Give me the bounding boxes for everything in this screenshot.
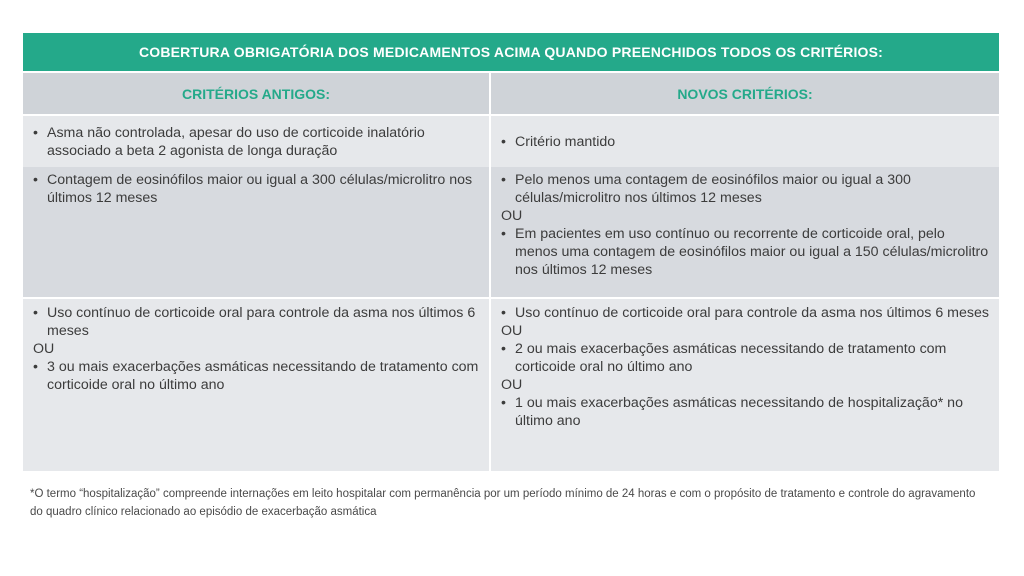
criterion-text: Critério mantido [515, 133, 616, 150]
bullet-icon: • [33, 359, 38, 375]
or-separator: OU [501, 208, 523, 224]
criterion-text: Contagem de eosinófilos maior ou igual a 300 células/microlitro nos últimos 12 meses [47, 172, 473, 206]
criterion-text: Uso contínuo de corticoide oral para controle da asma nos últimos 6 meses [515, 305, 989, 321]
list-item [33, 171, 479, 207]
or-separator: OU [501, 323, 523, 339]
table-banner: COBERTURA OBRIGATÓRIA DOS MEDICAMENTOS ACIMA QUANDO PREENCHIDOS TODOS OS CRITÉRIOS: [23, 33, 999, 71]
list-item [501, 304, 989, 322]
criterion-text: Pelo menos uma contagem de eosinófilos maior ou igual a 300 células/microlitro nos últimos 12 meses [515, 172, 911, 206]
list-item [501, 394, 989, 430]
criterion-text: Asma não controlada, apesar do uso de corticoide inalatório associado a beta 2 agonista de longa duração [47, 125, 425, 159]
new-criteria-cell [491, 167, 999, 297]
criteria-table [23, 33, 999, 471]
table-row [23, 297, 999, 471]
bullet-icon: • [501, 305, 506, 321]
header-new-criteria: NOVOS CRITÉRIOS: [491, 73, 999, 114]
list-item [33, 124, 479, 160]
or-separator: OU [501, 377, 523, 393]
criterion-text: Em pacientes em uso contínuo ou recorrente de corticoide oral, pelo menos uma contagem de eosinófilos maior ou igual a 150 células/microlitro nos últimos 12 meses [515, 226, 989, 278]
list-item [501, 225, 989, 279]
bullet-icon: • [501, 341, 506, 357]
new-criteria-cell [491, 299, 999, 471]
bullet-icon: • [501, 395, 506, 411]
table-row [23, 114, 999, 167]
header-old-criteria: CRITÉRIOS ANTIGOS: [23, 73, 491, 114]
bullet-icon: • [33, 125, 38, 141]
bullet-icon: • [501, 172, 506, 188]
old-criteria-cell [23, 299, 491, 471]
list-item [33, 304, 479, 340]
list-item [501, 171, 989, 207]
criterion-text: 1 ou mais exacerbações asmáticas necessitando de hospitalização* no último ano [515, 395, 963, 429]
old-criteria-cell [23, 167, 491, 297]
old-criteria-cell [23, 116, 491, 167]
criterion-text: Uso contínuo de corticoide oral para controle da asma nos últimos 6 meses [47, 305, 476, 339]
bullet-icon: • [501, 226, 506, 242]
list-item [33, 358, 479, 394]
criterion-text: 2 ou mais exacerbações asmáticas necessitando de tratamento com corticoide oral no último ano [515, 341, 947, 375]
list-item [501, 133, 615, 151]
new-criteria-cell [491, 116, 999, 167]
or-separator: OU [33, 341, 55, 357]
bullet-icon: • [33, 305, 38, 321]
bullet-icon: • [501, 133, 506, 150]
footnote: *O termo “hospitalização” compreende internações em leito hospitalar com permanência por um período mínimo de 24 horas e com o propósito de tratamento e controle do agravamento do quadro clínico relacionado ao episódio de exacerbação asmática [30, 488, 976, 518]
criterion-text: 3 ou mais exacerbações asmáticas necessitando de tratamento com corticoide oral no último ano [47, 359, 479, 393]
table-header-row [23, 71, 999, 114]
bullet-icon: • [33, 172, 38, 188]
list-item [501, 340, 989, 376]
table-row [23, 167, 999, 297]
